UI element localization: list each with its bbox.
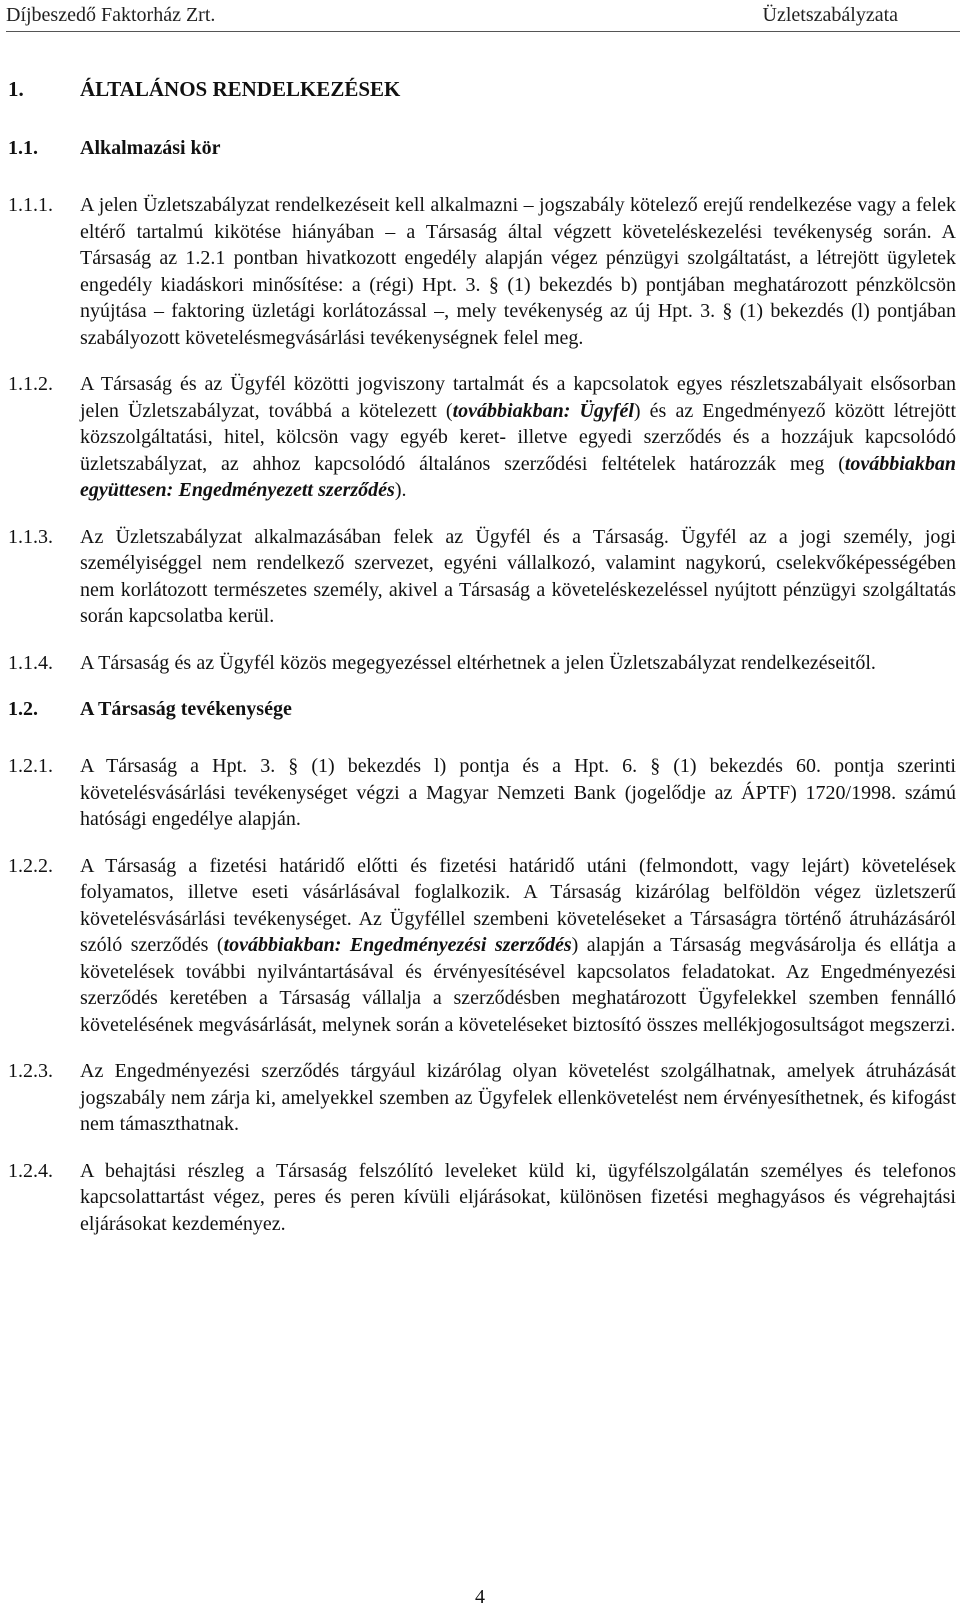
text-run: A Társaság és az Ügyfél közötti jogviszony tartalmát és a kapcsolatok egyes részletszabályait elsősorban jelen Üzletszabályzat, továbbá a kötelezett (: [80, 373, 956, 422]
paragraph-number: 1.2.2.: [8, 854, 53, 877]
paragraph-1-2-4: [8, 1158, 956, 1238]
paragraph-1-1-2: [8, 371, 956, 504]
subsection-number: 1.2.: [8, 698, 38, 720]
paragraph-text: A Társaság és az Ügyfél közös megegyezéssel eltérhetnek a jelen Üzletszabályzat rendelkezéseitől.: [80, 651, 876, 674]
paragraph-number: 1.2.1.: [8, 755, 53, 777]
defined-term: továbbiakban: Ügyfél: [452, 399, 634, 422]
paragraph-number: 1.1.3.: [8, 525, 53, 548]
paragraph-1-1-4: [8, 650, 956, 677]
subsection-title: A Társaság tevékenysége: [80, 698, 292, 720]
subsection-number: 1.1.: [8, 137, 38, 159]
paragraph-number: 1.1.2.: [8, 373, 53, 395]
text-run: A Társaság a fizetési határidő előtti és fizetési határidő utáni (felmondott, vagy lejárt) követelések folyamatos, illetve eseti vásárlásával foglalkozik. A Társaság kizárólag belföldön végez üzletszerű követelésvásárlási tevékenységet. Az Ügyféllel szembeni követeléseket a Társaságra történő átruházásáról szóló szerződés (: [80, 854, 956, 956]
text-run: ) alapján a Társaság megvásárolja és ellátja a követelések további nyilvántartásával és érvényesítésével kapcsolatos feladatokat. Az Engedményezési szerződés keretében a Társaság vállalja a szerződésben meghatározott Ügyfelekkel szemben fennálló követelésének megvásárlását, melynek során a követeléseket biztosító összes mellékjogosultságot megszerzi.: [80, 934, 956, 1036]
paragraph-text: Az Üzletszabályzat alkalmazásában felek az Ügyfél és a Társaság. Ügyfél az a jogi személy, jogi személyiséggel nem rendelkező szervezet, egyéni vállalkozó, valamint nagykorú, cselekvőképességében nem korlátozott természetes személy, akivel a Társaság a követeléskezeléssel nyújtott pénzügyi szolgáltatás során kapcsolatba kerül.: [80, 525, 956, 627]
paragraph-number: 1.2.3.: [8, 1060, 53, 1082]
paragraph-text: A Társaság a Hpt. 3. § (1) bekezdés l) pontja és a Hpt. 6. § (1) bekezdés 60. pontja szerinti követelésvásárlási tevékenységet végzi a Magyar Nemzeti Bank (jogelődje az ÁPTF) 1720/1998. számú hatósági engedélye alapján.: [80, 755, 956, 830]
defined-term: továbbiakban: Engedményezési szerződés: [223, 934, 572, 956]
subsection-title: Alkalmazási kör: [80, 137, 221, 159]
page-number: 4: [475, 1586, 485, 1608]
section-title: ÁLTALÁNOS RENDELKEZÉSEK: [80, 77, 401, 101]
section-heading-1: [8, 76, 956, 102]
header-rule: [6, 31, 960, 32]
paragraph-text: A jelen Üzletszabályzat rendelkezéseit kell alkalmazni – jogszabály kötelező erejű rendelkezése vagy a felek eltérő tartalmú kikötése hiányában – a Társaság által végzett követeléskezelési tevékenység során. A Társaság az 1.2.1 pontban hivatkozott engedély alapján végez pénzügyi szolgáltatást, a létrejött ügyletek engedély kiadáskori minősítése: a (régi) Hpt. 3. § (1) bekezdés b) pontjában meghatározott pénzkölcsön nyújtása – faktoring üzletági korlátozással –, mely tevékenység az új Hpt. 3. § (1) bekezdés (l) pontjában szabályozott követelésmegvásárlási tevékenységnek felel meg.: [80, 194, 956, 349]
subsection-heading-1-2: [8, 696, 956, 722]
text-run: ).: [394, 479, 407, 501]
paragraph-number: 1.1.4.: [8, 651, 53, 674]
paragraph-text: [80, 853, 956, 1039]
paragraph-1-2-1: [8, 753, 956, 833]
section-number: 1.: [8, 77, 24, 101]
paragraph-1-1-1: [8, 192, 956, 351]
paragraph-1-2-2: [8, 853, 956, 1039]
defined-term: továbbiakban együttesen: Engedményezett szerződés: [80, 452, 956, 501]
header-doc-title: Üzletszabályzata: [762, 4, 898, 26]
page-header: [6, 4, 898, 27]
text-run: ) és az Engedményező között létrejött közszolgáltatási, hitel, kölcsön vagy egyéb keret- illetve egyedi szerződés és a hozzájuk kapcsolódó üzletszabályzat, az ahhoz kapcsolódó általános szerződési feltételek határozzák meg (: [80, 399, 957, 475]
paragraph-text: [80, 371, 956, 504]
subsection-heading-1-1: [8, 135, 956, 161]
paragraph-1-1-3: [8, 524, 956, 630]
paragraph-text: A behajtási részleg a Társaság felszólító leveleket küld ki, ügyfélszolgálatán személyes és telefonos kapcsolattartást végez, peres és peren kívüli eljárásokat, különösen fizetési meghagyásos és végrehajtási eljárásokat kezdeményez.: [80, 1159, 956, 1235]
header-company: Díjbeszedő Faktorház Zrt.: [6, 4, 216, 26]
paragraph-number: 1.2.4.: [8, 1159, 53, 1182]
paragraph-text: Az Engedményezési szerződés tárgyául kizárólag olyan követelést szolgálhatnak, amelyek átruházását jogszabály nem zárja ki, amelyekkel szemben az Ügyfelek ellenkövetelést nem érvényesíthetnek, és kifogást nem támaszthatnak.: [80, 1060, 956, 1135]
paragraph-number: 1.1.1.: [8, 194, 53, 216]
paragraph-1-2-3: [8, 1058, 956, 1138]
document-body: [8, 76, 956, 1257]
